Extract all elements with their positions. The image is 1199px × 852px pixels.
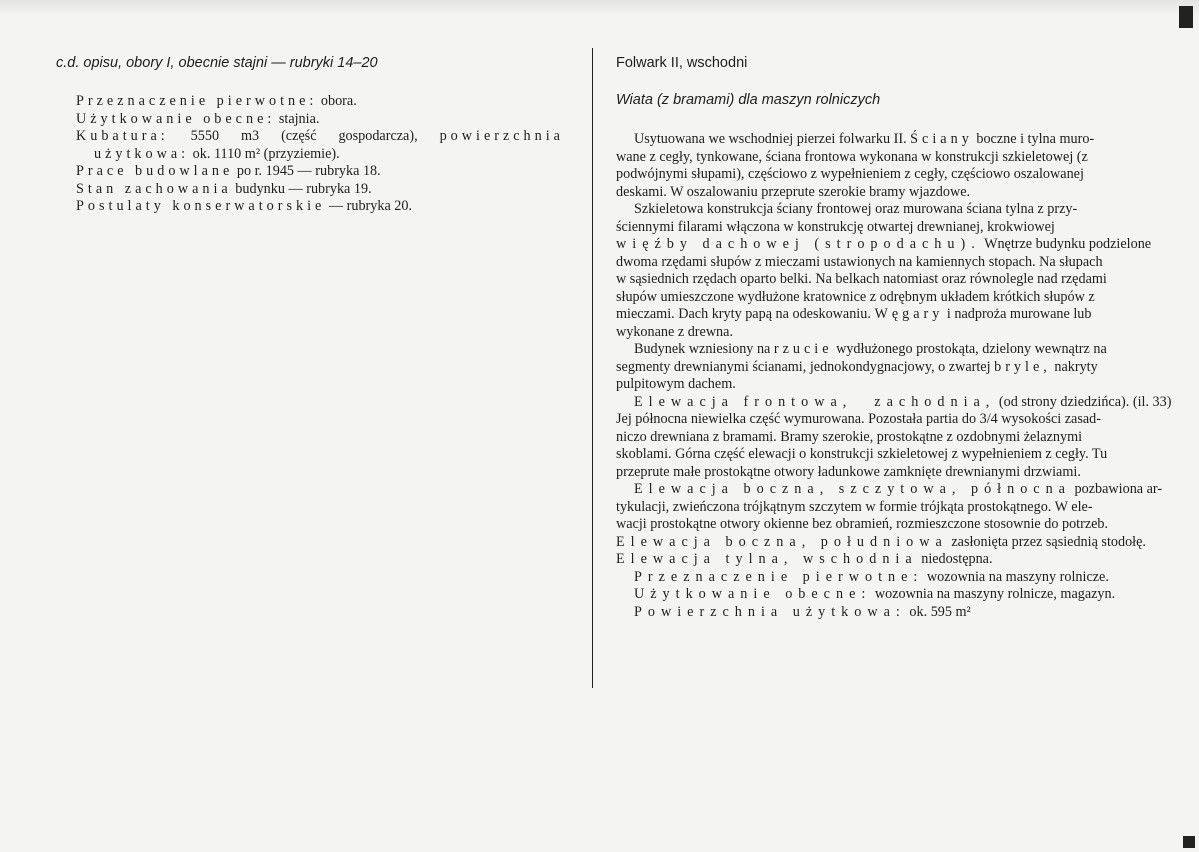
left-column-heading: c.d. opisu, obory I, obecnie stajni — rubryki 14–20 bbox=[56, 55, 378, 71]
text-run: 5550 bbox=[190, 128, 220, 144]
text-run: gospodarcza), bbox=[338, 128, 418, 144]
spaced-term: Przeznaczenie pierwotne: bbox=[634, 568, 924, 585]
text-line: niczo drewniana z bramami. Bramy szerokie, prostokątne z ozdobnymi żelaznymi bbox=[616, 428, 1083, 445]
text-line bbox=[616, 359, 1146, 377]
text-line: dwoma rzędami słupów z mieczami ustawionych na kamiennych stopach. Na słupach bbox=[616, 253, 1103, 270]
text-run: stajnia. bbox=[278, 110, 320, 127]
spaced-term: Prace budowlane bbox=[76, 163, 234, 179]
text-line: przeprute małe prostokątne otwory ładunkowe zamknięte drewnianymi drzwiami. bbox=[616, 463, 1081, 480]
text-line: wykonane z drewna. bbox=[616, 323, 733, 340]
text-line: Szkieletowa konstrukcja ściany frontowej oraz murowana ściana tylna z przy- bbox=[634, 201, 1078, 217]
text-line bbox=[616, 586, 1146, 604]
text-run: (od strony dziedzińca). (il. 33) bbox=[998, 393, 1172, 410]
text-run: mieczami. Dach kryty papą na odeskowaniu. bbox=[616, 306, 871, 322]
text-line bbox=[616, 534, 1146, 552]
spaced-term: Elewacja tylna, wschodnia bbox=[616, 551, 918, 567]
text-line: tykulacji, zwieńczona trójkątnym szczytem w formie trójkąta prostokątnego. W ele- bbox=[616, 498, 1093, 515]
text-line bbox=[616, 306, 1146, 324]
text-run: wydłużonego prostokąta, dzielony wewnątrz na bbox=[836, 341, 1107, 357]
spaced-term: Ściany bbox=[910, 131, 973, 147]
spaced-term: Użytkowanie obecne: bbox=[634, 586, 872, 602]
spaced-term: Elewacja frontowa, bbox=[634, 393, 853, 410]
text-run: budynku — rubryka 19. bbox=[235, 180, 372, 197]
text-run: zasłonięta przez sąsiednią stodołę. bbox=[951, 533, 1146, 550]
text-run: obora. bbox=[320, 93, 357, 109]
text-line bbox=[76, 93, 564, 111]
spaced-term: Powierzchnia użytkowa: bbox=[634, 603, 906, 620]
text-line bbox=[616, 551, 1146, 569]
text-line bbox=[616, 604, 1146, 622]
column-divider bbox=[592, 48, 593, 688]
text-line: wacji prostokątne otwory okienne bez obramień, rozmieszczone stosownie do potrzeb. bbox=[616, 516, 1109, 532]
spaced-term: Kubatura: bbox=[76, 128, 169, 144]
text-run: wozownia na maszyny rolnicze, magazyn. bbox=[874, 586, 1116, 602]
spaced-term: więźby dachowej (stropodachu). bbox=[616, 236, 981, 252]
text-line bbox=[76, 146, 564, 164]
spaced-term: użytkowa: bbox=[94, 145, 190, 162]
text-line: Jej północna niewielka część wymurowana. Pozostała partia do 3/4 wysokości zasad- bbox=[616, 411, 1101, 427]
text-line bbox=[616, 481, 1163, 499]
text-line bbox=[616, 393, 1172, 412]
text-line bbox=[76, 198, 564, 216]
text-line: deskami. W oszalowaniu przeprute szerokie bramy wjazdowe. bbox=[616, 183, 971, 200]
text-run: (część bbox=[281, 128, 317, 144]
text-line bbox=[76, 163, 564, 181]
right-column-heading: Folwark II, wschodni bbox=[616, 55, 748, 71]
spaced-term: Przeznaczenie pierwotne: bbox=[76, 93, 318, 109]
spaced-term: Użytkowanie obecne: bbox=[76, 110, 276, 127]
text-line bbox=[76, 181, 564, 199]
text-line: skoblami. Górna część elewacji o konstrukcji szkieletowej z wypełnieniem z cegły. Tu bbox=[616, 446, 1108, 462]
spaced-term: powierzchnia bbox=[439, 128, 564, 144]
text-line bbox=[616, 341, 1146, 359]
text-line bbox=[616, 131, 1146, 149]
text-line bbox=[76, 111, 564, 129]
text-run: m3 bbox=[240, 128, 260, 144]
text-run: boczne i tylna muro- bbox=[976, 131, 1095, 147]
text-run: Usytuowana we wschodniej pierzei folwarku II. bbox=[634, 131, 907, 147]
text-run: pozbawiona ar- bbox=[1074, 481, 1163, 497]
text-line bbox=[76, 128, 564, 146]
right-column-subheading: Wiata (z bramami) dla maszyn rolniczych bbox=[616, 92, 881, 108]
text-run: — rubryka 20. bbox=[328, 198, 413, 214]
text-line: podwójnymi słupami), częściowo z wypełnieniem z cegły, częściowo oszalowanej bbox=[616, 166, 1084, 182]
text-run: wozownia na maszyny rolnicze. bbox=[926, 568, 1109, 585]
text-line: wane z cegły, tynkowane, ściana frontowa wykonana w konstrukcji szkieletowej (z bbox=[616, 148, 1088, 165]
text-run: po r. 1945 — rubryka 18. bbox=[236, 163, 381, 179]
scan-corner-mark-bottom bbox=[1183, 836, 1195, 848]
scan-corner-mark bbox=[1179, 6, 1193, 28]
text-line: słupów umieszczone wydłużone kratownice z odrębnym układem krótkich słupów z bbox=[616, 288, 1095, 305]
text-run: ok. 1110 m² (przyziemie). bbox=[192, 145, 340, 162]
text-run: Budynek wzniesiony na bbox=[634, 341, 771, 357]
text-run: ok. 595 m² bbox=[909, 603, 971, 620]
text-line bbox=[616, 569, 1146, 587]
spaced-term: Elewacja boczna, szczytowa, północna bbox=[634, 481, 1071, 497]
spaced-term: rzucie bbox=[773, 341, 833, 357]
text-run: segmenty drewnianymi ścianami, jednokondygnacjowy, o zwartej bbox=[616, 358, 991, 375]
text-run: Wnętrze budynku podzielone bbox=[984, 236, 1152, 252]
spaced-term: bryle, bbox=[994, 358, 1051, 375]
text-run: i nadproża murowane lub bbox=[946, 306, 1092, 322]
spaced-term: Stan zachowania bbox=[76, 180, 232, 197]
spaced-term: Węgary bbox=[874, 306, 944, 322]
spaced-term: zachodnia, bbox=[874, 393, 996, 410]
spaced-term: Elewacja boczna, południowa bbox=[616, 533, 948, 550]
spaced-term: Postulaty konserwatorskie bbox=[76, 198, 326, 214]
right-column-text bbox=[616, 131, 1172, 621]
scan-top-band bbox=[0, 0, 1199, 14]
text-line bbox=[616, 236, 1152, 254]
text-run: nakryty bbox=[1054, 358, 1098, 375]
text-line: w sąsiednich rzędach oparto belki. Na belkach natomiast oraz równolegle nad rzędami bbox=[616, 271, 1107, 287]
text-line: ściennymi filarami włączona w konstrukcję otwartej drewnianej, krokwiowej bbox=[616, 218, 1055, 235]
left-column-text bbox=[76, 93, 564, 216]
text-line: pulpitowym dachem. bbox=[616, 376, 736, 392]
text-run: niedostępna. bbox=[921, 551, 993, 567]
